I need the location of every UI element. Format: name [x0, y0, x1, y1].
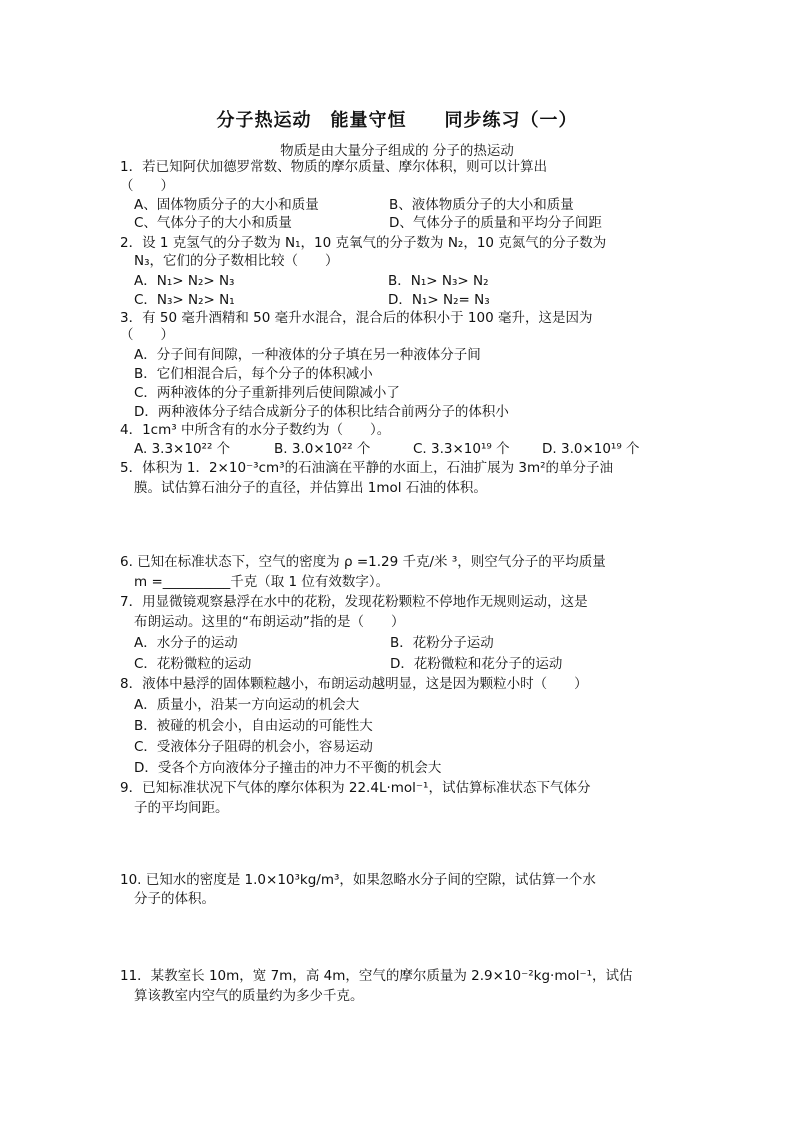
- q6-stem: 6. 已知在标准状态下，空气的密度为 ρ =1.29 千克/米 ³，则空气分子的平均质量: [120, 554, 606, 570]
- q4-option-a: A. 3.3×10²² 个: [134, 441, 231, 457]
- q2-option-d: D．N₁> N₂= N₃: [388, 292, 490, 308]
- q5-stem-cont: 膜。试估算石油分子的直径，并估算出 1mol 石油的体积。: [134, 480, 487, 496]
- q10-stem-cont: 分子的体积。: [134, 891, 215, 907]
- q8-option-a: A．质量小，沿某一方向运动的机会大: [134, 697, 360, 713]
- q7-option-c: C．花粉微粒的运动: [134, 656, 252, 672]
- page-title: 分子热运动 能量守恒 同步练习（一）: [216, 110, 578, 131]
- q7-option-a: A．水分子的运动: [134, 635, 238, 651]
- q3-option-c: C．两种液体的分子重新排列后使间隙减小了: [134, 385, 400, 401]
- q9-stem-cont: 子的平均间距。: [134, 800, 229, 816]
- q1-options-row2: [134, 214, 694, 232]
- q5-stem: 5．体积为 1．2×10⁻³cm³的石油滴在平静的水面上，石油扩展为 3m²的单分子油: [120, 460, 614, 476]
- q4-option-c: C. 3.3×10¹⁹ 个: [413, 441, 510, 457]
- q3-option-a: A．分子间有间隙，一种液体的分子填在另一种液体分子间: [134, 347, 481, 363]
- q4-stem: 4．1cm³ 中所含有的水分子数约为（ ）。: [120, 422, 391, 438]
- q7-stem: 7．用显微镜观察悬浮在水中的花粉，发现花粉颗粒不停地作无规则运动，这是: [120, 594, 588, 610]
- q2-stem-cont: N₃，它们的分子数相比较（ ）: [134, 253, 339, 269]
- q7-options-row1: [134, 634, 694, 652]
- q4-option-d: D. 3.0×10¹⁹ 个: [542, 441, 640, 457]
- q1-option-b: B、液体物质分子的大小和质量: [389, 197, 574, 213]
- q2-options-row2: [134, 291, 694, 309]
- q1-paren: （ ）: [120, 178, 174, 194]
- q8-option-c: C．受液体分子阻碍的机会小，容易运动: [134, 739, 373, 755]
- q6-stem-cont: m =__________千克（取 1 位有效数字）。: [134, 574, 390, 590]
- q3-stem: 3．有 50 毫升酒精和 50 毫升水混合，混合后的体积小于 100 毫升，这是因为: [120, 310, 593, 326]
- q2-option-c: C．N₃> N₂> N₁: [134, 292, 235, 308]
- q7-options-row2: [134, 655, 694, 673]
- q3-paren: （ ）: [120, 327, 174, 343]
- q1-stem: 1．若已知阿伏加德罗常数、物质的摩尔质量、摩尔体积，则可以计算出: [120, 159, 548, 175]
- q9-stem: 9．已知标准状况下气体的摩尔体积为 22.4L·mol⁻¹，试估算标准状态下气体分: [120, 780, 591, 796]
- q1-option-a: A、固体物质分子的大小和质量: [134, 197, 319, 213]
- q8-stem: 8．液体中悬浮的固体颗粒越小，布朗运动越明显，这是因为颗粒小时（ ）: [120, 676, 588, 692]
- q4-option-b: B. 3.0×10²² 个: [274, 441, 371, 457]
- q1-option-d: D、气体分子的质量和平均分子间距: [389, 215, 602, 231]
- q2-option-b: B．N₁> N₃> N₂: [388, 273, 489, 289]
- q7-option-d: D．花粉微粒和花分子的运动: [390, 656, 563, 672]
- q10-stem: 10. 已知水的密度是 1.0×10³kg/m³，如果忽略水分子间的空隙，试估算一个水: [120, 872, 596, 888]
- q11-stem: 11．某教室长 10m，宽 7m，高 4m，空气的摩尔质量为 2.9×10⁻²kg·mol⁻¹，试估: [120, 968, 633, 984]
- section-subtitle: 物质是由大量分子组成的 分子的热运动: [280, 143, 514, 159]
- q11-stem-cont: 算该教室内空气的质量约为多少千克。: [134, 988, 364, 1004]
- q7-option-b: B．花粉分子运动: [390, 635, 494, 651]
- q2-options-row1: [134, 272, 694, 290]
- q3-option-b: B．它们相混合后，每个分子的体积减小: [134, 366, 373, 382]
- q1-options-row1: [134, 196, 694, 214]
- q2-stem: 2．设 1 克氢气的分子数为 N₁，10 克氧气的分子数为 N₂，10 克氮气的分子数为: [120, 235, 607, 251]
- q7-stem-cont: 布朗运动。这里的“布朗运动”指的是（ ）: [134, 614, 405, 630]
- q8-option-b: B．被碰的机会小，自由运动的可能性大: [134, 718, 373, 734]
- q2-option-a: A．N₁> N₂> N₃: [134, 273, 235, 289]
- q1-option-c: C、气体分子的大小和质量: [134, 215, 292, 231]
- q3-option-d: D．两种液体分子结合成新分子的体积比结合前两分子的体积小: [134, 404, 509, 420]
- q8-option-d: D．受各个方向液体分子撞击的冲力不平衡的机会大: [134, 760, 442, 776]
